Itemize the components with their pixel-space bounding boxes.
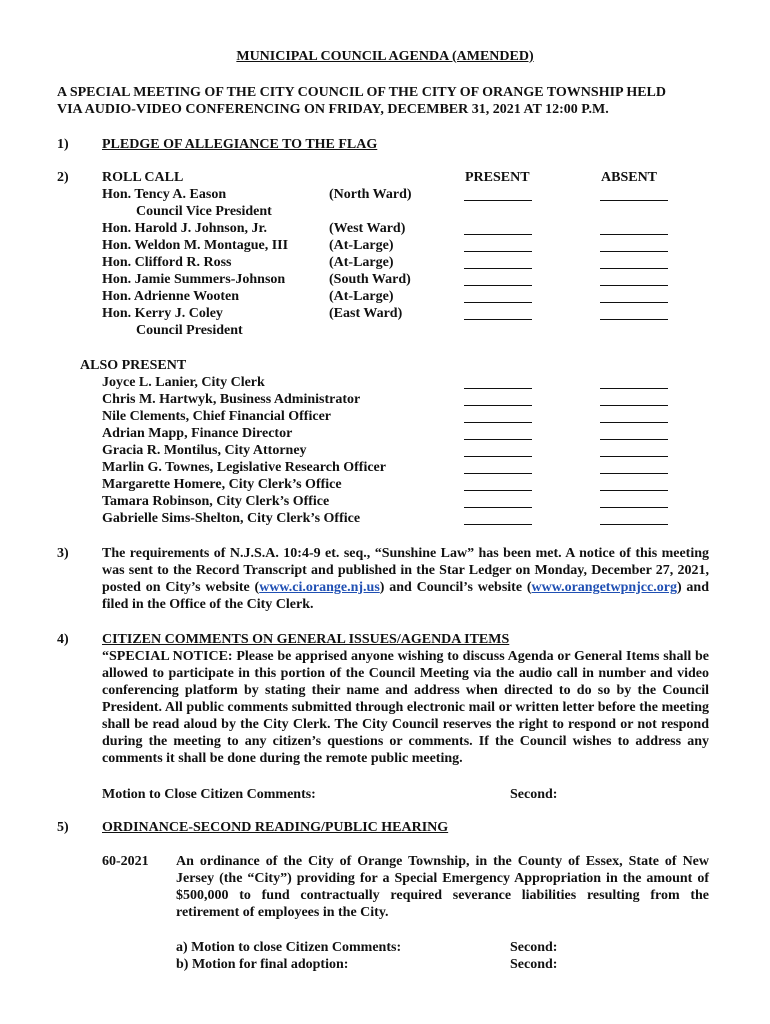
present-blank-line[interactable] [464, 319, 532, 320]
member-name: Hon. Kerry J. Coley [102, 306, 223, 321]
member-ward: (South Ward) [329, 272, 411, 287]
member-name: Hon. Weldon M. Montague, III [102, 238, 289, 253]
ordinance-text: An ordinance of the City of Orange Township, in the County of Essex, State of New Jersey (the “City”) providing for a Special Emergency Appropriation in the amount of $500,000 to fund contractually required severance liabilities resulting from the retirement of employees in the City. [176, 854, 709, 920]
member-name: Hon. Adrienne Wooten [102, 289, 240, 304]
absent-blank-line[interactable] [600, 456, 668, 457]
absent-blank-line[interactable] [600, 405, 668, 406]
staff-name: Gabrielle Sims-Shelton, City Clerk’s Office [102, 511, 361, 526]
item-5-heading: ORDINANCE-SECOND READING/PUBLIC HEARING [102, 820, 449, 835]
intro-line-2: VIA AUDIO-VIDEO CONFERENCING ON FRIDAY, DECEMBER 31, 2021 AT 12:00 P.M. [57, 102, 609, 117]
present-blank-line[interactable] [464, 285, 532, 286]
motion-close-citizen-comments: a) Motion to close Citizen Comments: [176, 940, 402, 955]
present-blank-line[interactable] [464, 388, 532, 389]
member-title: Council President [136, 323, 243, 338]
absent-blank-line[interactable] [600, 490, 668, 491]
item-1-heading: PLEDGE OF ALLEGIANCE TO THE FLAG [102, 137, 378, 152]
item-4-number: 4) [57, 632, 69, 647]
member-name: Hon. Jamie Summers-Johnson [102, 272, 286, 287]
present-blank-line[interactable] [464, 268, 532, 269]
ordinance-number: 60-2021 [102, 854, 149, 869]
city-website-link[interactable]: www.ci.orange.nj.us [259, 580, 380, 595]
absent-blank-line[interactable] [600, 524, 668, 525]
item-4-heading: CITIZEN COMMENTS ON GENERAL ISSUES/AGENDA ITEMS [102, 632, 510, 647]
member-name: Hon. Tency A. Eason [102, 187, 227, 202]
absent-blank-line[interactable] [600, 473, 668, 474]
present-blank-line[interactable] [464, 234, 532, 235]
present-blank-line[interactable] [464, 456, 532, 457]
staff-name: Gracia R. Montilus, City Attorney [102, 443, 307, 458]
present-blank-line[interactable] [464, 524, 532, 525]
item-3-number: 3) [57, 546, 69, 561]
also-present-heading: ALSO PRESENT [80, 358, 187, 373]
notice-text: The requirements of N.J.S.A. 10:4-9 et. seq., “Sunshine Law” has been met. A notice of this meeting was sent to the Record Transcript and published in the Star Ledger on Monday, December 27, 2021, posted on City’s website ( [102, 546, 709, 595]
absent-blank-line[interactable] [600, 439, 668, 440]
staff-name: Tamara Robinson, City Clerk’s Office [102, 494, 330, 509]
present-blank-line[interactable] [464, 422, 532, 423]
member-ward: (West Ward) [329, 221, 406, 236]
member-name: Hon. Clifford R. Ross [102, 255, 232, 270]
present-blank-line[interactable] [464, 405, 532, 406]
absent-blank-line[interactable] [600, 268, 668, 269]
present-blank-line[interactable] [464, 507, 532, 508]
absent-blank-line[interactable] [600, 302, 668, 303]
absent-blank-line[interactable] [600, 285, 668, 286]
staff-name: Chris M. Hartwyk, Business Administrator [102, 392, 361, 407]
council-website-link[interactable]: www.orangetwpnjcc.org [531, 580, 677, 595]
second-label: Second: [510, 787, 558, 802]
item-2-number: 2) [57, 170, 69, 185]
absent-blank-line[interactable] [600, 388, 668, 389]
notice-text: ) and filed in the Office of the City Clerk. [102, 580, 710, 612]
member-ward: (North Ward) [329, 187, 412, 202]
present-column-header: PRESENT [465, 170, 530, 185]
member-ward: (At-Large) [329, 238, 394, 253]
present-blank-line[interactable] [464, 302, 532, 303]
present-blank-line[interactable] [464, 251, 532, 252]
absent-blank-line[interactable] [600, 319, 668, 320]
second-label: Second: [510, 940, 558, 955]
present-blank-line[interactable] [464, 200, 532, 201]
notice-text: ) and Council’s website ( [379, 580, 532, 595]
motion-close-comments: Motion to Close Citizen Comments: [102, 787, 316, 802]
present-blank-line[interactable] [464, 439, 532, 440]
member-ward: (East Ward) [329, 306, 403, 321]
staff-name: Marlin G. Townes, Legislative Research Officer [102, 460, 386, 475]
member-title: Council Vice President [136, 204, 272, 219]
document-title: MUNICIPAL COUNCIL AGENDA (AMENDED) [236, 49, 534, 64]
member-name: Hon. Harold J. Johnson, Jr. [102, 221, 267, 236]
member-ward: (At-Large) [329, 255, 394, 270]
absent-blank-line[interactable] [600, 422, 668, 423]
member-ward: (At-Large) [329, 289, 394, 304]
intro-line-1: A SPECIAL MEETING OF THE CITY COUNCIL OF THE CITY OF ORANGE TOWNSHIP HELD [57, 85, 666, 100]
present-blank-line[interactable] [464, 490, 532, 491]
absent-blank-line[interactable] [600, 251, 668, 252]
item-1-number: 1) [57, 137, 69, 152]
present-blank-line[interactable] [464, 473, 532, 474]
motion-final-adoption: b) Motion for final adoption: [176, 957, 349, 972]
item-5-number: 5) [57, 820, 69, 835]
sunshine-law-notice [102, 545, 709, 613]
second-label: Second: [510, 957, 558, 972]
staff-name: Nile Clements, Chief Financial Officer [102, 409, 332, 424]
special-notice-text: “SPECIAL NOTICE: Please be apprised anyone wishing to discuss Agenda or General Items shall be allowed to participate in this portion of the Council Meeting via the audio call in number and video conferencing platform by stating their name and address when directed to do so by the Council President. All public comments submitted through electronic mail or written letter before the meeting shall be read aloud by the City Clerk. The City Council reserves the right to respond or not respond during the meeting to any citizen’s questions or comments. If the Council wishes to address any comments it shall be done during the remote public meeting. [102, 649, 709, 766]
absent-blank-line[interactable] [600, 507, 668, 508]
staff-name: Adrian Mapp, Finance Director [102, 426, 293, 441]
staff-name: Margarette Homere, City Clerk’s Office [102, 477, 342, 492]
staff-name: Joyce L. Lanier, City Clerk [102, 375, 265, 390]
roll-call-heading: ROLL CALL [102, 170, 184, 185]
absent-blank-line[interactable] [600, 200, 668, 201]
absent-column-header: ABSENT [601, 170, 658, 185]
absent-blank-line[interactable] [600, 234, 668, 235]
